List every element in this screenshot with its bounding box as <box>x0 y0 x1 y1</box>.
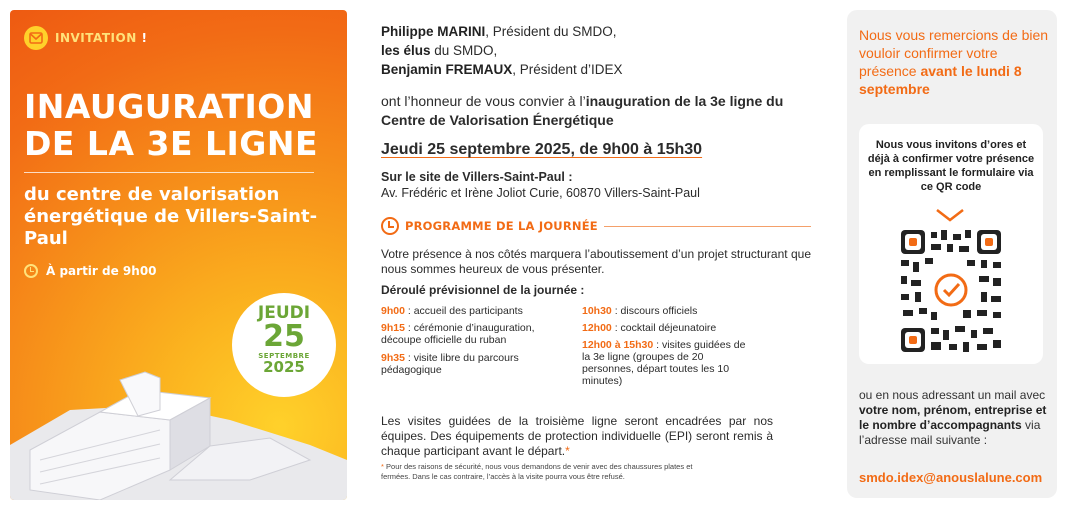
schedule-item: 10h30 : discours officiels <box>582 305 698 317</box>
footnote-marker: * <box>565 444 570 458</box>
host-3-role: , Président d’IDEX <box>512 62 623 77</box>
start-time <box>24 264 157 278</box>
rsvp-request: Nous vous remercions de bien vouloir confirmer votre présence avant le lundi 8 septembre <box>859 27 1049 97</box>
schedule-item: 9h15 : cérémonie d’inauguration, découpe officielle du ruban <box>381 322 535 346</box>
schedule <box>381 305 811 397</box>
title-line-2: DE LA 3E LIGNE <box>24 124 319 163</box>
envelope-icon <box>24 26 48 50</box>
date-number: 25 <box>263 319 305 354</box>
host-2-name: les élus <box>381 43 431 58</box>
plant-building-illustration <box>10 350 347 500</box>
schedule-heading: Déroulé prévisionnel de la journée : <box>381 283 585 297</box>
email-required-info: votre nom, prénom, entreprise et le nombre d’accompagnants <box>859 403 1047 432</box>
safety-footnote: * Pour des raisons de sécurité, nous vous demandons de venir avec des chaussures plates et fermées. Dans le cas contraire, l’accès à la visite pourra vous être refusé. <box>381 462 693 481</box>
host-1-name: Philippe MARINI <box>381 24 486 39</box>
site-block <box>381 169 811 201</box>
schedule-item: 9h00 : accueil des participants <box>381 305 523 317</box>
date-day: JEUDI <box>257 303 311 323</box>
date-year: 2025 <box>263 358 305 376</box>
invitation-badge <box>24 26 147 50</box>
inauguration-name: inauguration de la 3e ligne du Centre de Valorisation Énergétique <box>381 93 784 128</box>
rsvp-deadline: avant le lundi 8 septembre <box>859 63 1022 97</box>
email-instructions: ou en nous adressant un mail avec votre nom, prénom, entreprise et le nombre d’accompagnants via l’adresse mail suivante : <box>859 388 1047 447</box>
start-time-label: À partir de 9h00 <box>46 264 157 278</box>
invitation-hero-panel <box>10 10 347 500</box>
badge-label: INVITATION <box>55 31 137 45</box>
event-date: Jeudi 25 septembre 2025, de 9h00 à 15h30 <box>381 141 703 158</box>
site-address: Av. Frédéric et Irène Joliot Curie, 60870 Villers-Saint-Paul <box>381 186 700 200</box>
programme-header <box>381 217 811 235</box>
host-2-role: du SMDO, <box>430 43 498 58</box>
main-title <box>24 88 334 162</box>
programme-title: PROGRAMME DE LA JOURNÉE <box>405 219 598 233</box>
invitation-body <box>381 22 811 397</box>
schedule-item: 9h35 : visite libre du parcours pédagogique <box>381 352 519 376</box>
date-month: SEPTEMBRE <box>258 352 310 360</box>
presence-paragraph: Votre présence à nos côtés marquera l’aboutissement d’un projet structurant que nous sommes heureux de vous présenter. <box>381 247 811 276</box>
rsvp-panel <box>847 10 1057 498</box>
rsvp-email-link[interactable]: smdo.idex@anouslalune.com <box>859 470 1043 485</box>
qr-instructions: Nous vous invitons d’ores et déjà à confirmer votre présence en remplissant le formulaire via ce QR code <box>867 139 1035 193</box>
site-label: Sur le site de Villers-Saint-Paul : <box>381 170 573 184</box>
title-line-1: INAUGURATION <box>24 87 314 126</box>
schedule-item: 12h00 : cocktail déjeunatoire <box>582 322 717 334</box>
host-1-role: , Président du SMDO, <box>485 24 617 39</box>
hosts-block <box>381 22 811 79</box>
programme-divider <box>604 226 811 227</box>
host-3-name: Benjamin FREMAUX <box>381 62 513 77</box>
guided-visits-paragraph: Les visites guidées de la troisième ligne seront encadrées par nos équipes. Des équipements de protection individuelle (EPI) seront remis à chaque participant avant le départ.* <box>381 414 773 458</box>
subtitle: du centre de valorisation énergétique de Villers-Saint-Paul <box>24 184 318 249</box>
qr-card <box>859 124 1043 364</box>
badge-exclamation: ! <box>141 31 148 45</box>
clock-icon <box>381 217 399 235</box>
schedule-item: 12h00 à 15h30 : visites guidées de la 3e ligne (groupes de 20 personnes, départ toutes les 10 minutes) <box>582 339 746 387</box>
qr-code[interactable] <box>901 230 1001 352</box>
chevron-down-icon <box>935 208 965 222</box>
invitation-sentence: ont l’honneur de vous convier à l’inauguration de la 3e ligne du Centre de Valorisation Énergétique <box>381 93 784 128</box>
clock-icon <box>24 264 38 278</box>
title-divider <box>24 172 314 173</box>
